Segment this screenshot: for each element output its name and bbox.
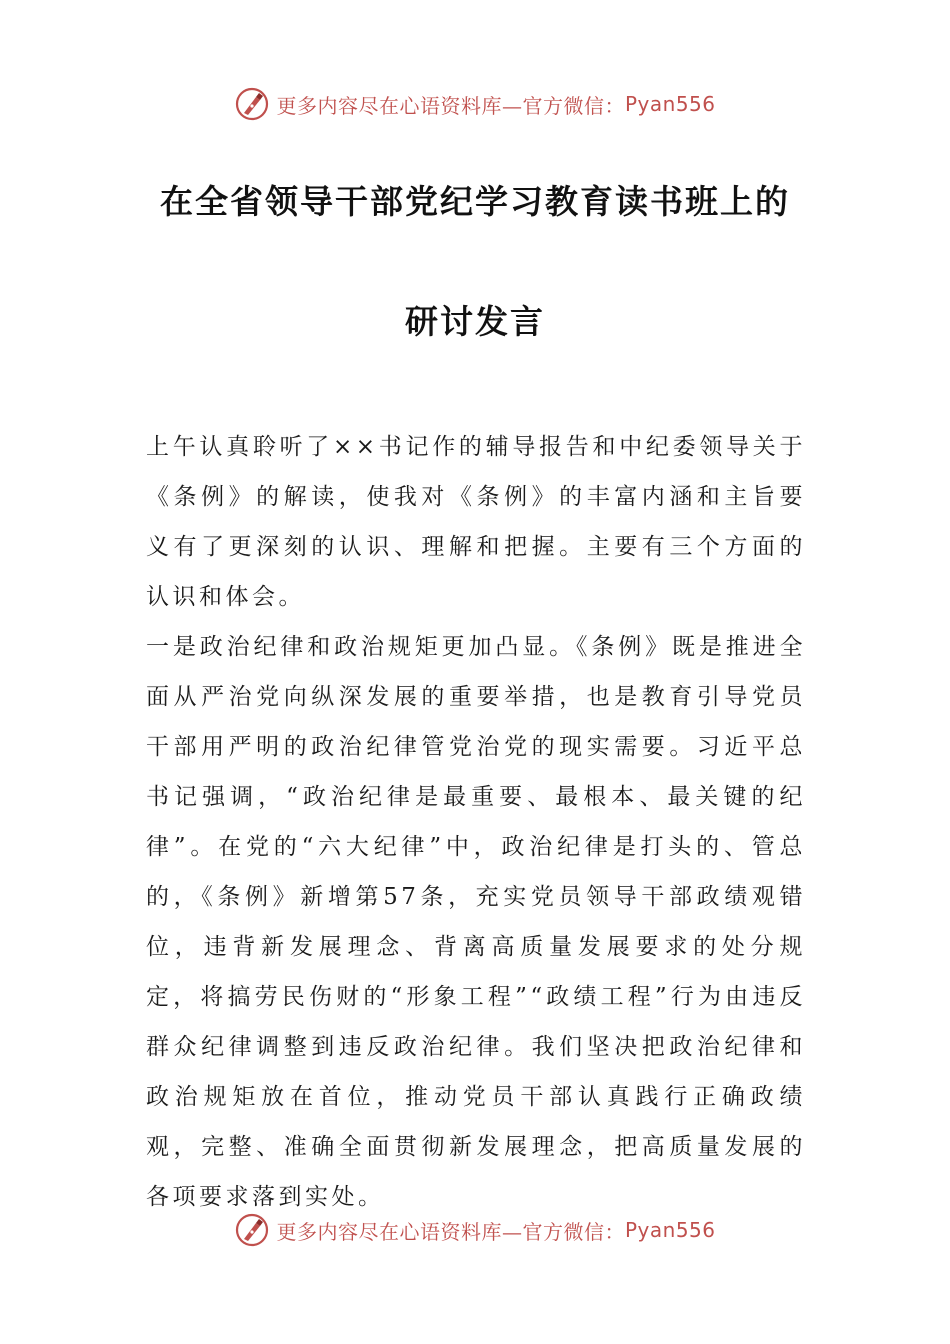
pen-nib-circle-icon	[234, 1212, 270, 1248]
pen-nib-circle-icon	[234, 86, 270, 122]
watermark-footer	[0, 1210, 950, 1250]
watermark-header	[0, 84, 950, 124]
watermark-text: 更多内容尽在心语资料库—官方微信：	[276, 1219, 625, 1244]
paragraph-point-one: 一是政治纪律和政治规矩更加凸显。《条例》既是推进全面从严治党向纵深发展的重要举措，也是教育引导党员干部用严明的政治纪律管党治党的现实需要。习近平总书记强调，“政治纪律是最重要、最根本、最关键的纪律”。在党的“六大纪律”中，政治纪律是打头的、管总的，《条例》新增第57条，充实党员领导干部政绩观错位，违背新发展理念、背离高质量发展要求的处分规定，将搞劳民伤财的“形象工程”“政绩工程”行为由违反群众纪律调整到违反政治纪律。我们坚决把政治纪律和政治规矩放在首位，推动党员干部认真践行正确政绩观，完整、准确全面贯彻新发展理念，把高质量发展的各项要求落到实处。	[146, 634, 806, 1210]
watermark-text: 更多内容尽在心语资料库—官方微信：	[276, 93, 625, 118]
document-body	[146, 422, 806, 1222]
paragraph-intro: 上午认真聆听了××书记作的辅导报告和中纪委领导关于《条例》的解读，使我对《条例》的丰富内涵和主旨要义有了更深刻的认识、理解和把握。主要有三个方面的认识和体会。	[146, 434, 806, 610]
document-title-line-2: 研讨发言	[405, 302, 545, 341]
document-title-line-1: 在全省领导干部党纪学习教育读书班上的	[160, 182, 790, 221]
watermark-contact: Pyan556	[624, 92, 716, 116]
watermark-contact: Pyan556	[624, 1218, 716, 1242]
